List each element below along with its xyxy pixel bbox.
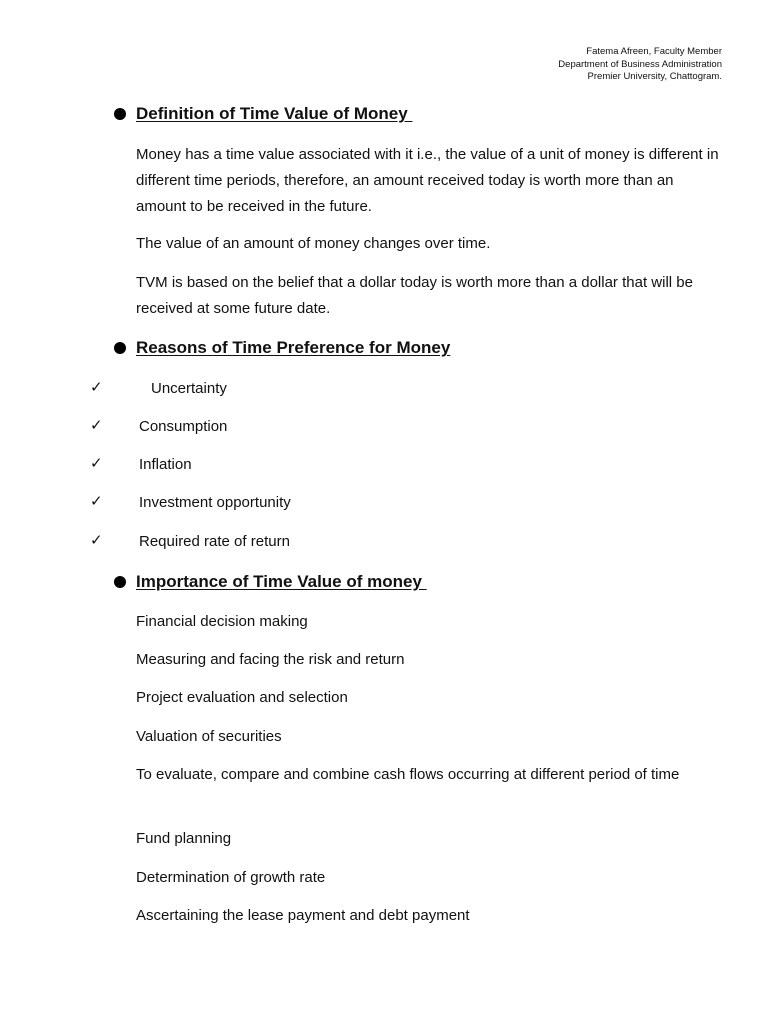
section-heading-importance bbox=[114, 572, 427, 592]
checkmark-icon: ✓ bbox=[90, 378, 103, 396]
bullet-icon bbox=[114, 576, 126, 588]
reason-label: Uncertainty bbox=[151, 380, 227, 397]
author-name: Fatema Afreen, Faculty Member bbox=[586, 46, 722, 57]
bullet-icon bbox=[114, 342, 126, 354]
heading-text: Definition of Time Value of Money bbox=[136, 104, 413, 123]
reason-label: Consumption bbox=[139, 418, 228, 435]
checkmark-icon: ✓ bbox=[90, 531, 103, 549]
checkmark-icon: ✓ bbox=[90, 492, 103, 510]
checkmark-icon: ✓ bbox=[90, 416, 103, 434]
reason-label: Investment opportunity bbox=[139, 494, 291, 511]
definition-paragraph: TVM is based on the belief that a dollar today is worth more than a dollar that will be received at some future date. bbox=[136, 274, 693, 317]
section-heading-definition bbox=[114, 104, 412, 124]
list-item: Fund planning bbox=[136, 830, 232, 847]
list-item: Valuation of securities bbox=[136, 728, 282, 745]
definition-paragraph: Money has a time value associated with it i.e., the value of a unit of money is different in different time periods, therefore, an amount received today is worth more than an amount to be received in the future. bbox=[136, 146, 719, 215]
checkmark-icon: ✓ bbox=[90, 454, 103, 472]
list-item: Project evaluation and selection bbox=[136, 689, 348, 706]
reason-label: Inflation bbox=[139, 456, 192, 473]
list-item: Financial decision making bbox=[136, 613, 308, 630]
reason-label: Required rate of return bbox=[139, 533, 290, 550]
list-item: Ascertaining the lease payment and debt payment bbox=[136, 907, 470, 924]
list-item: Measuring and facing the risk and return bbox=[136, 651, 405, 668]
section-heading-reasons bbox=[114, 338, 450, 358]
definition-paragraph: The value of an amount of money changes over time. bbox=[136, 235, 491, 252]
heading-text: Importance of Time Value of money bbox=[136, 572, 427, 591]
author-block bbox=[558, 46, 722, 84]
bullet-icon bbox=[114, 108, 126, 120]
list-item: Determination of growth rate bbox=[136, 869, 326, 886]
list-item: To evaluate, compare and combine cash flows occurring at different period of time bbox=[136, 766, 680, 783]
author-department: Department of Business Administration bbox=[558, 58, 722, 70]
heading-text: Reasons of Time Preference for Money bbox=[136, 338, 451, 357]
author-university: Premier University, Chattogram. bbox=[587, 71, 722, 82]
